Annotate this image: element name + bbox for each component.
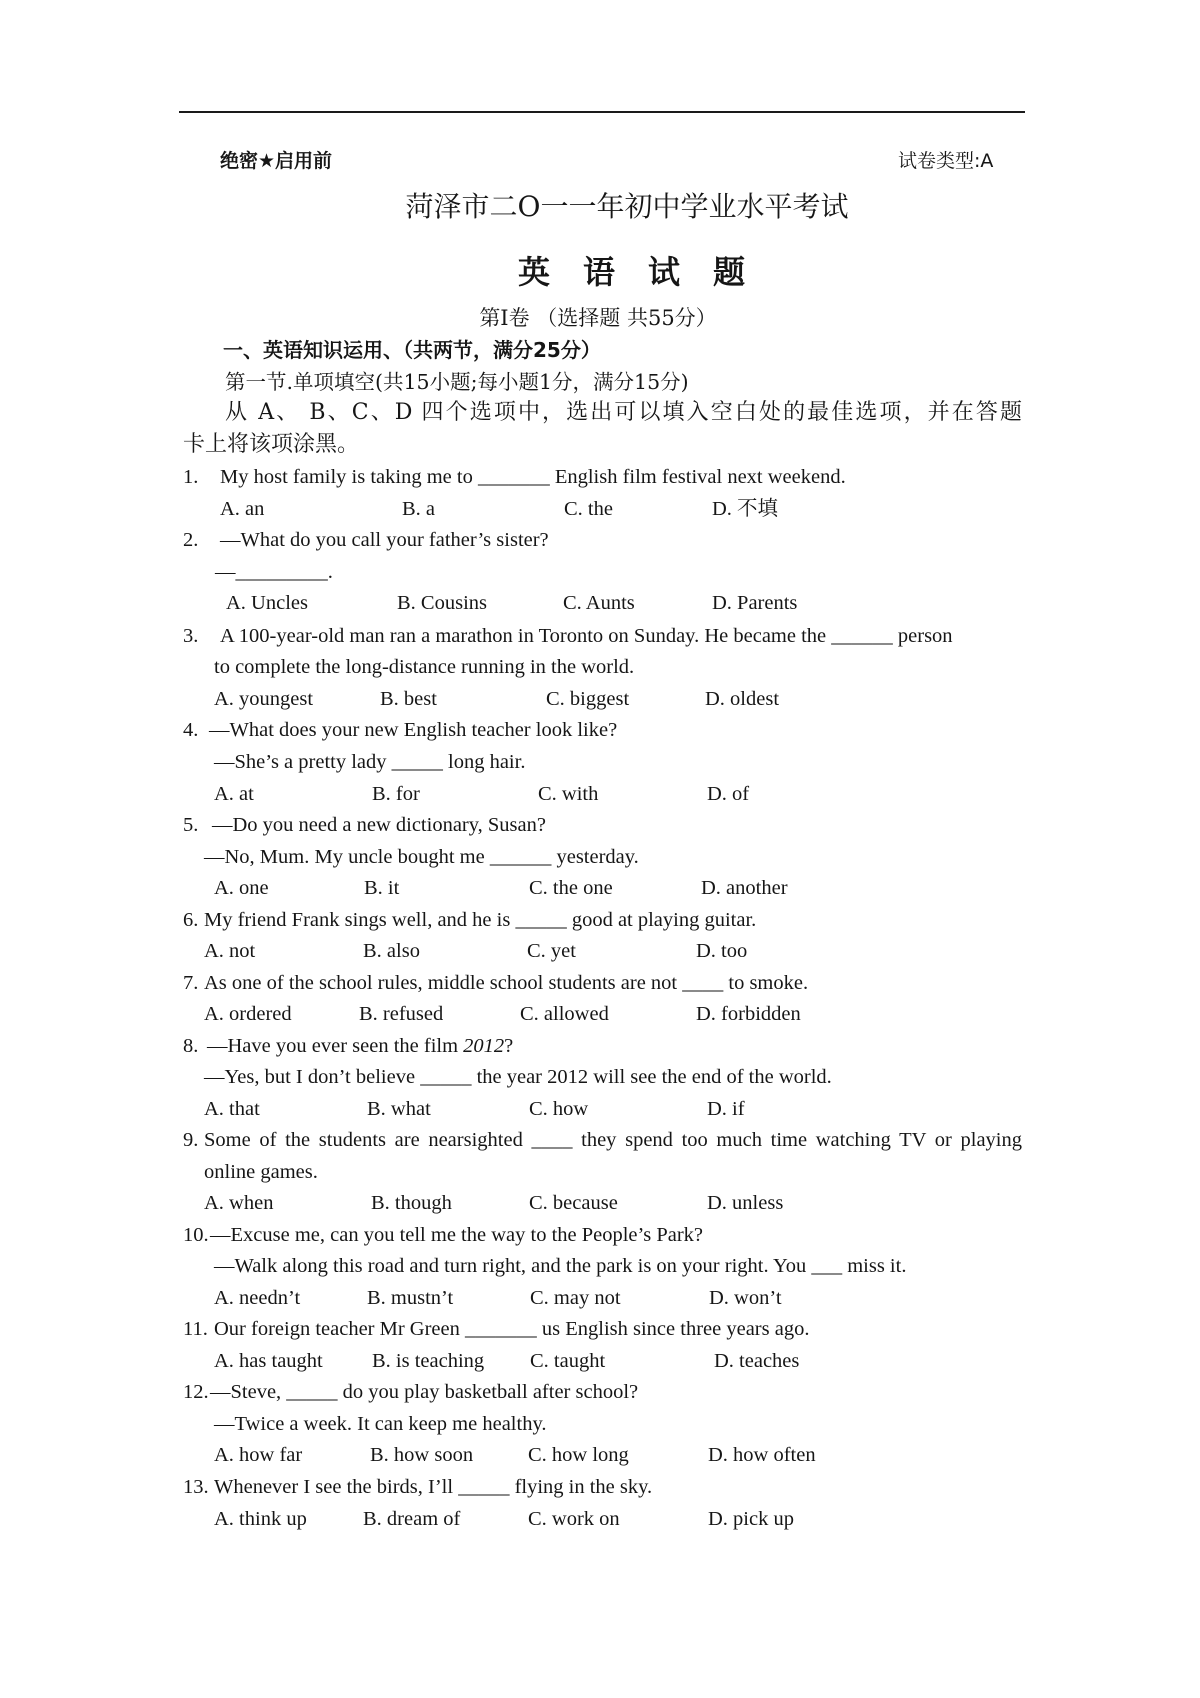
question-2-option-a: A. Uncles (226, 592, 308, 614)
question-6-option-b: B. also (363, 940, 420, 962)
part-heading: 一、英语知识运用、（共两节，满分25分） (223, 338, 601, 362)
volume-title: 第Ⅰ卷 （选择题 共55分） (479, 306, 717, 330)
question-4-line-2: —She’s a pretty lady _____ long hair. (214, 751, 526, 773)
question-2-line-2: —_________. (215, 561, 333, 583)
question-4-option-c: C. with (538, 783, 599, 805)
question-6-number: 6. (183, 909, 199, 931)
question-7-option-b: B. refused (359, 1003, 444, 1025)
question-5-option-a: A. one (214, 877, 269, 899)
question-11-option-a: A. has taught (214, 1350, 323, 1372)
question-12-option-c: C. how long (528, 1444, 629, 1466)
question-4-option-d: D. of (707, 783, 750, 805)
question-10-option-c: C. may not (530, 1287, 621, 1309)
question-5-option-c: C. the one (529, 877, 613, 899)
question-1-stem: My host family is taking me to _______ English film festival next weekend. (220, 466, 846, 488)
paper-type-label: 试卷类型:A (898, 150, 994, 172)
question-10-option-d: D. won’t (709, 1287, 782, 1309)
question-8-option-a: A. that (204, 1098, 260, 1120)
instructions-line-2: 卡上将该项涂黑。 (183, 432, 360, 457)
question-7-number: 7. (183, 972, 199, 994)
question-4-option-b: B. for (372, 783, 420, 805)
question-3-number: 3. (183, 625, 199, 647)
question-11-option-c: C. taught (530, 1350, 606, 1372)
question-1-option-d: D. 不填 (712, 498, 779, 520)
question-2-option-d: D. Parents (712, 592, 798, 614)
header-rule (179, 111, 1025, 113)
question-7-option-a: A. ordered (204, 1003, 292, 1025)
question-4-stem: —What does your new English teacher look like? (209, 719, 618, 741)
question-8-option-c: C. how (529, 1098, 589, 1120)
question-9-option-a: A. when (204, 1192, 274, 1214)
section-heading: 第一节.单项填空(共15小题;每小题1分，满分15分) (225, 370, 689, 394)
question-13-option-a: A. think up (214, 1508, 307, 1530)
question-2-option-c: C. Aunts (563, 592, 635, 614)
question-1-option-b: B. a (402, 498, 436, 520)
question-4-number: 4. (183, 719, 199, 741)
question-6-stem: My friend Frank sings well, and he is _____ good at playing guitar. (204, 909, 757, 931)
question-5-option-b: B. it (364, 877, 400, 899)
question-6-option-a: A. not (204, 940, 256, 962)
question-8-option-d: D. if (707, 1098, 745, 1120)
question-3-option-c: C. biggest (546, 688, 630, 710)
question-12-option-b: B. how soon (370, 1444, 474, 1466)
question-4-option-a: A. at (214, 783, 254, 805)
question-2-stem: —What do you call your father’s sister? (220, 529, 549, 551)
question-8-stem-text: —Have you ever seen the film (207, 1035, 464, 1057)
question-12-option-a: A. how far (214, 1444, 303, 1466)
question-11-stem: Our foreign teacher Mr Green _______ us English since three years ago. (214, 1318, 810, 1340)
question-12-option-d: D. how often (708, 1444, 816, 1466)
question-7-option-c: C. allowed (520, 1003, 609, 1025)
question-6-option-c: C. yet (527, 940, 576, 962)
confidentiality-label: 绝密★启用前 (220, 150, 333, 172)
question-10-number: 10. (183, 1224, 209, 1246)
question-13-stem: Whenever I see the birds, I’ll _____ flying in the sky. (214, 1476, 653, 1498)
question-3-option-b: B. best (380, 688, 437, 710)
question-7-stem: As one of the school rules, middle school students are not ____ to smoke. (204, 972, 809, 994)
question-11-option-d: D. teaches (714, 1350, 800, 1372)
subject-title: 英 语 试 题 (518, 254, 745, 290)
question-9-number: 9. (183, 1129, 199, 1151)
question-10-stem: —Excuse me, can you tell me the way to the People’s Park? (210, 1224, 704, 1246)
question-9-stem: Some of the students are nearsighted ____ they spend too much time watching TV or playing (204, 1129, 1022, 1151)
question-1-option-c: C. the (564, 498, 613, 520)
question-5-number: 5. (183, 814, 199, 836)
question-1-option-a: A. an (220, 498, 265, 520)
question-8-stem (207, 1032, 513, 1060)
question-9-option-b: B. though (371, 1192, 452, 1214)
question-10-option-a: A. needn’t (214, 1287, 301, 1309)
question-3-stem: A 100-year-old man ran a marathon in Toronto on Sunday. He became the ______ person (220, 625, 953, 647)
question-12-number: 12. (183, 1381, 209, 1403)
question-12-line-2: —Twice a week. It can keep me healthy. (214, 1413, 547, 1435)
question-8-film-title: 2012 (463, 1035, 505, 1057)
question-9-line-2: online games. (204, 1161, 318, 1183)
question-3-line-2: to complete the long-distance running in the world. (214, 656, 635, 678)
question-5-stem: —Do you need a new dictionary, Susan? (212, 814, 546, 836)
question-9-option-c: C. because (529, 1192, 618, 1214)
question-11-number: 11. (183, 1318, 208, 1340)
question-13-option-d: D. pick up (708, 1508, 794, 1530)
question-3-option-d: D. oldest (705, 688, 780, 710)
exam-title: 菏泽市二O一一年初中学业水平考试 (405, 190, 849, 223)
question-9-option-d: D. unless (707, 1192, 784, 1214)
question-8-stem-end: ? (504, 1035, 514, 1057)
question-13-number: 13. (183, 1476, 209, 1498)
question-10-option-b: B. mustn’t (367, 1287, 454, 1309)
question-6-option-d: D. too (696, 940, 748, 962)
question-5-option-d: D. another (701, 877, 788, 899)
question-11-option-b: B. is teaching (372, 1350, 485, 1372)
question-3-option-a: A. youngest (214, 688, 314, 710)
question-8-line-2: —Yes, but I don’t believe _____ the year 2012 will see the end of the world. (204, 1066, 832, 1088)
question-8-option-b: B. what (367, 1098, 431, 1120)
question-2-number: 2. (183, 529, 199, 551)
question-10-line-2: —Walk along this road and turn right, and the park is on your right. You ___ miss it. (214, 1255, 907, 1277)
question-2-option-b: B. Cousins (397, 592, 487, 614)
question-13-option-b: B. dream of (363, 1508, 461, 1530)
question-8-number: 8. (183, 1035, 199, 1057)
question-5-line-2: —No, Mum. My uncle bought me ______ yesterday. (204, 846, 639, 868)
question-7-option-d: D. forbidden (696, 1003, 801, 1025)
instructions-line-1: 从 A、 B、C、D 四个选项中，选出可以填入空白处的最佳选项，并在答题 (225, 400, 1022, 425)
question-12-stem: —Steve, _____ do you play basketball after school? (210, 1381, 639, 1403)
question-13-option-c: C. work on (528, 1508, 620, 1530)
question-1-number: 1. (183, 466, 199, 488)
